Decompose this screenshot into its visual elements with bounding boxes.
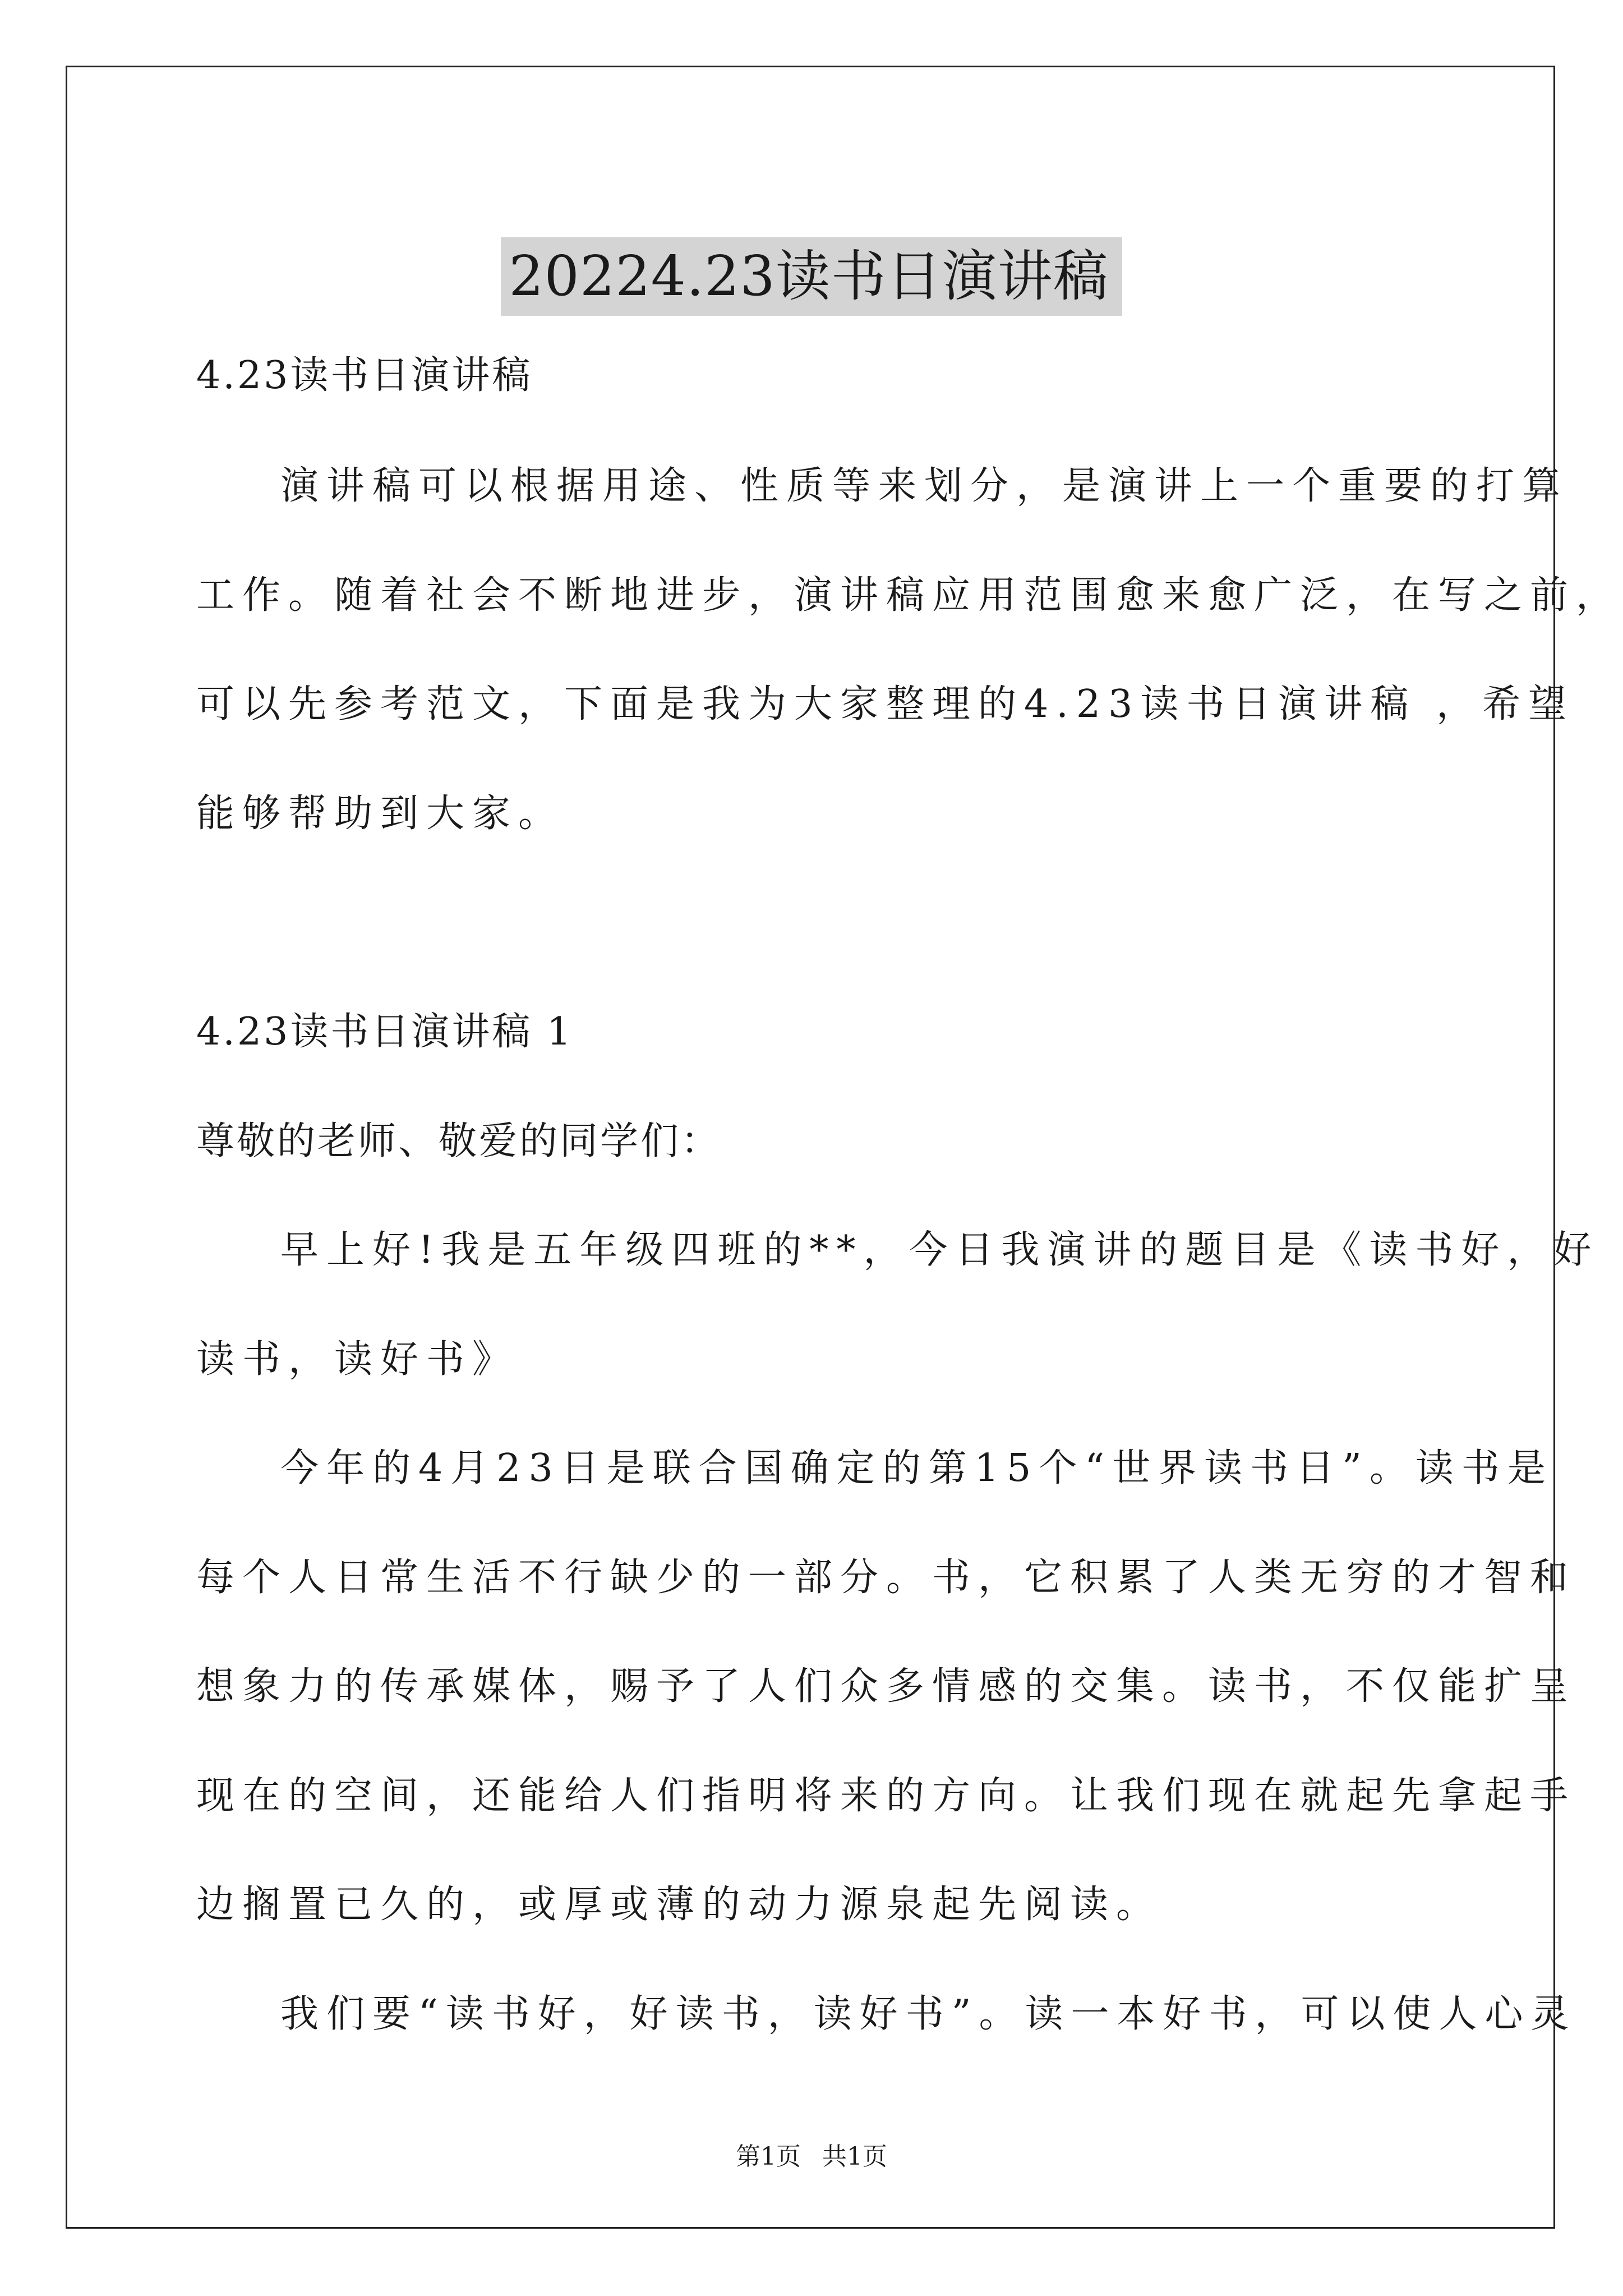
intro-line-1: 演讲稿可以根据用途、性质等来划分，是演讲上一个重要的打算 — [280, 464, 1569, 508]
document-title: 20224.23读书日演讲稿 — [501, 237, 1122, 316]
para3-line-1: 我们要“读书好，好读书，读好书”。读一本好书，可以使人心灵 — [280, 1992, 1577, 2036]
para2-line-2: 每个人日常生活不行缺少的一部分。书，它积累了人类无穷的才智和 — [196, 1556, 1576, 1600]
title-container — [0, 200, 1623, 352]
para2-line-1: 今年的4月23日是联合国确定的第15个“世界读书日”。读书是 — [280, 1446, 1553, 1490]
para2-line-3: 想象力的传承媒体，赐予了人们众多情感的交集。读书，不仅能扩呈 — [196, 1664, 1576, 1709]
para1-line-2: 读书，读好书》 — [196, 1337, 519, 1382]
para2-line-5: 边搁置已久的，或厚或薄的动力源泉起先阅读。 — [196, 1883, 1163, 1927]
page-total-label: 共1页 — [822, 2142, 887, 2171]
para1-line-1: 早上好!我是五年级四班的**，今日我演讲的题目是《读书好，好 — [280, 1228, 1599, 1272]
page-number-label: 第1页 — [736, 2142, 801, 2171]
page-footer — [0, 2140, 1623, 2174]
document-subtitle: 4.23读书日演讲稿 — [196, 353, 533, 398]
intro-line-2: 工作。随着社会不断地进步，演讲稿应用范围愈来愈广泛，在写之前， — [196, 573, 1622, 618]
intro-line-4: 能够帮助到大家。 — [196, 792, 565, 836]
intro-line-3: 可以先参考范文，下面是我为大家整理的4.23读书日演讲稿 ，希望 — [196, 682, 1575, 726]
section-heading: 4.23读书日演讲稿 1 — [196, 1010, 574, 1054]
para2-line-4: 现在的空间，还能给人们指明将来的方向。让我们现在就起先拿起手 — [196, 1774, 1576, 1818]
greeting-line: 尊敬的老师、敬爱的同学们： — [196, 1119, 722, 1163]
